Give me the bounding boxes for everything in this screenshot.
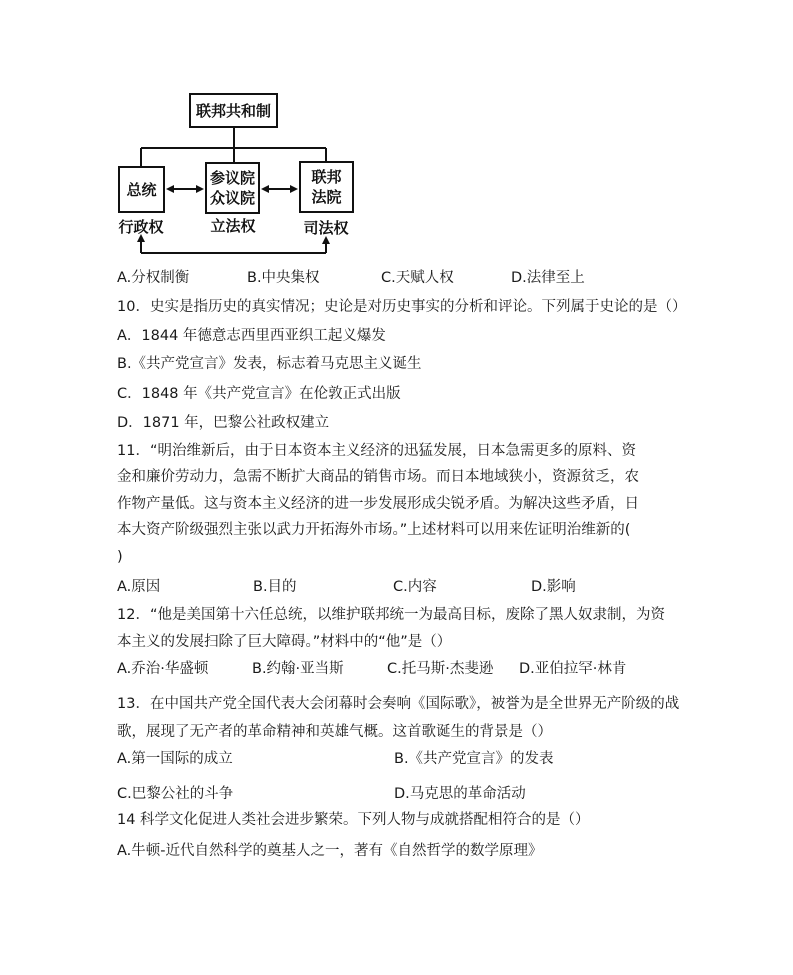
federal-label: 联邦 (311, 168, 342, 186)
judicial-power-label: 司法权 (303, 219, 349, 237)
q11-line-3: 作物产量低。这与资本主义经济的进一步发展形成尖锐矛盾。为解决这些矛盾，日 (117, 496, 639, 512)
q9-option-b: B.中央集权 (247, 270, 320, 286)
q10-option-a: A．1844 年德意志西里西亚织工起义爆发 (117, 328, 386, 344)
q13-option-c: C.巴黎公社的斗争 (117, 786, 234, 802)
q12-line-1: 12．“他是美国第十六任总统，以维护联邦统一为最高目标，废除了黑人奴隶制，为资 (117, 607, 665, 623)
diagram-top-label: 联邦共和制 (195, 102, 272, 120)
q13-option-d: D.马克思的革命活动 (394, 786, 526, 802)
q13-option-a: A.第一国际的成立 (117, 751, 233, 767)
q10-option-c: C．1848 年《共产党宣言》在伦敦正式出版 (117, 386, 401, 402)
q9-option-c: C.天赋人权 (381, 270, 454, 286)
q11-option-b: B.目的 (253, 579, 297, 595)
executive-power-label: 行政权 (118, 218, 164, 236)
federal-republic-diagram (0, 0, 793, 270)
q11-option-d: D.影响 (531, 579, 576, 595)
q13-line-2: 歌，展现了无产者的革命精神和英雄气概。这首歌诞生的背景是（） (117, 724, 552, 740)
q10-stem: 10．史实是指历史的真实情况；史论是对历史事实的分析和评论。下列属于史论的是（） (117, 299, 687, 315)
q9-option-a: A.分权制衡 (117, 270, 190, 286)
q11-option-c: C.内容 (393, 579, 437, 595)
house-label: 众议院 (209, 189, 256, 207)
q11-line-4: 本大资产阶级强烈主张以武力开拓海外市场。”上述材料可以用来佐证明治维新的( (117, 522, 631, 538)
legislative-power-label: 立法权 (210, 217, 256, 235)
q12-option-c: C.托马斯·杰斐逊 (387, 661, 494, 677)
q12-option-b: B.约翰·亚当斯 (252, 661, 344, 677)
q12-option-d: D.亚伯拉罕·林肯 (519, 661, 627, 677)
q11-line-2: 金和廉价劳动力，急需不断扩大商品的销售市场。而日本地域狭小，资源贫乏，农 (117, 469, 639, 485)
q13-option-b: B.《共产党宣言》的发表 (394, 751, 554, 767)
q11-line-1: 11．“明治维新后，由于日本资本主义经济的迅猛发展，日本急需更多的原料、资 (117, 443, 636, 459)
q10-option-b: B.《共产党宣言》发表，标志着马克思主义诞生 (117, 356, 422, 372)
q11-line-5: ) (117, 549, 123, 565)
court-label: 法院 (311, 188, 342, 206)
q14-option-a: A.牛顿-近代自然科学的奠基人之一，著有《自然哲学的数学原理》 (117, 843, 543, 859)
q10-option-d: D．1871 年，巴黎公社政权建立 (117, 415, 330, 431)
q12-option-a: A.乔治·华盛顿 (117, 661, 209, 677)
q14-line-1: 14 科学文化促进人类社会进步繁荣。下列人物与成就搭配相符合的是（） (117, 812, 590, 828)
q11-option-a: A.原因 (117, 579, 161, 595)
senate-label: 参议院 (209, 169, 256, 187)
president-label: 总统 (126, 181, 157, 199)
q9-option-d: D.法律至上 (511, 270, 585, 286)
q13-line-1: 13．在中国共产党全国代表大会闭幕时会奏响《国际歌》，被誉为是全世界无产阶级的战 (117, 696, 680, 712)
q12-line-2: 本主义的发展扫除了巨大障碍。”材料中的“他”是（） (117, 634, 452, 650)
